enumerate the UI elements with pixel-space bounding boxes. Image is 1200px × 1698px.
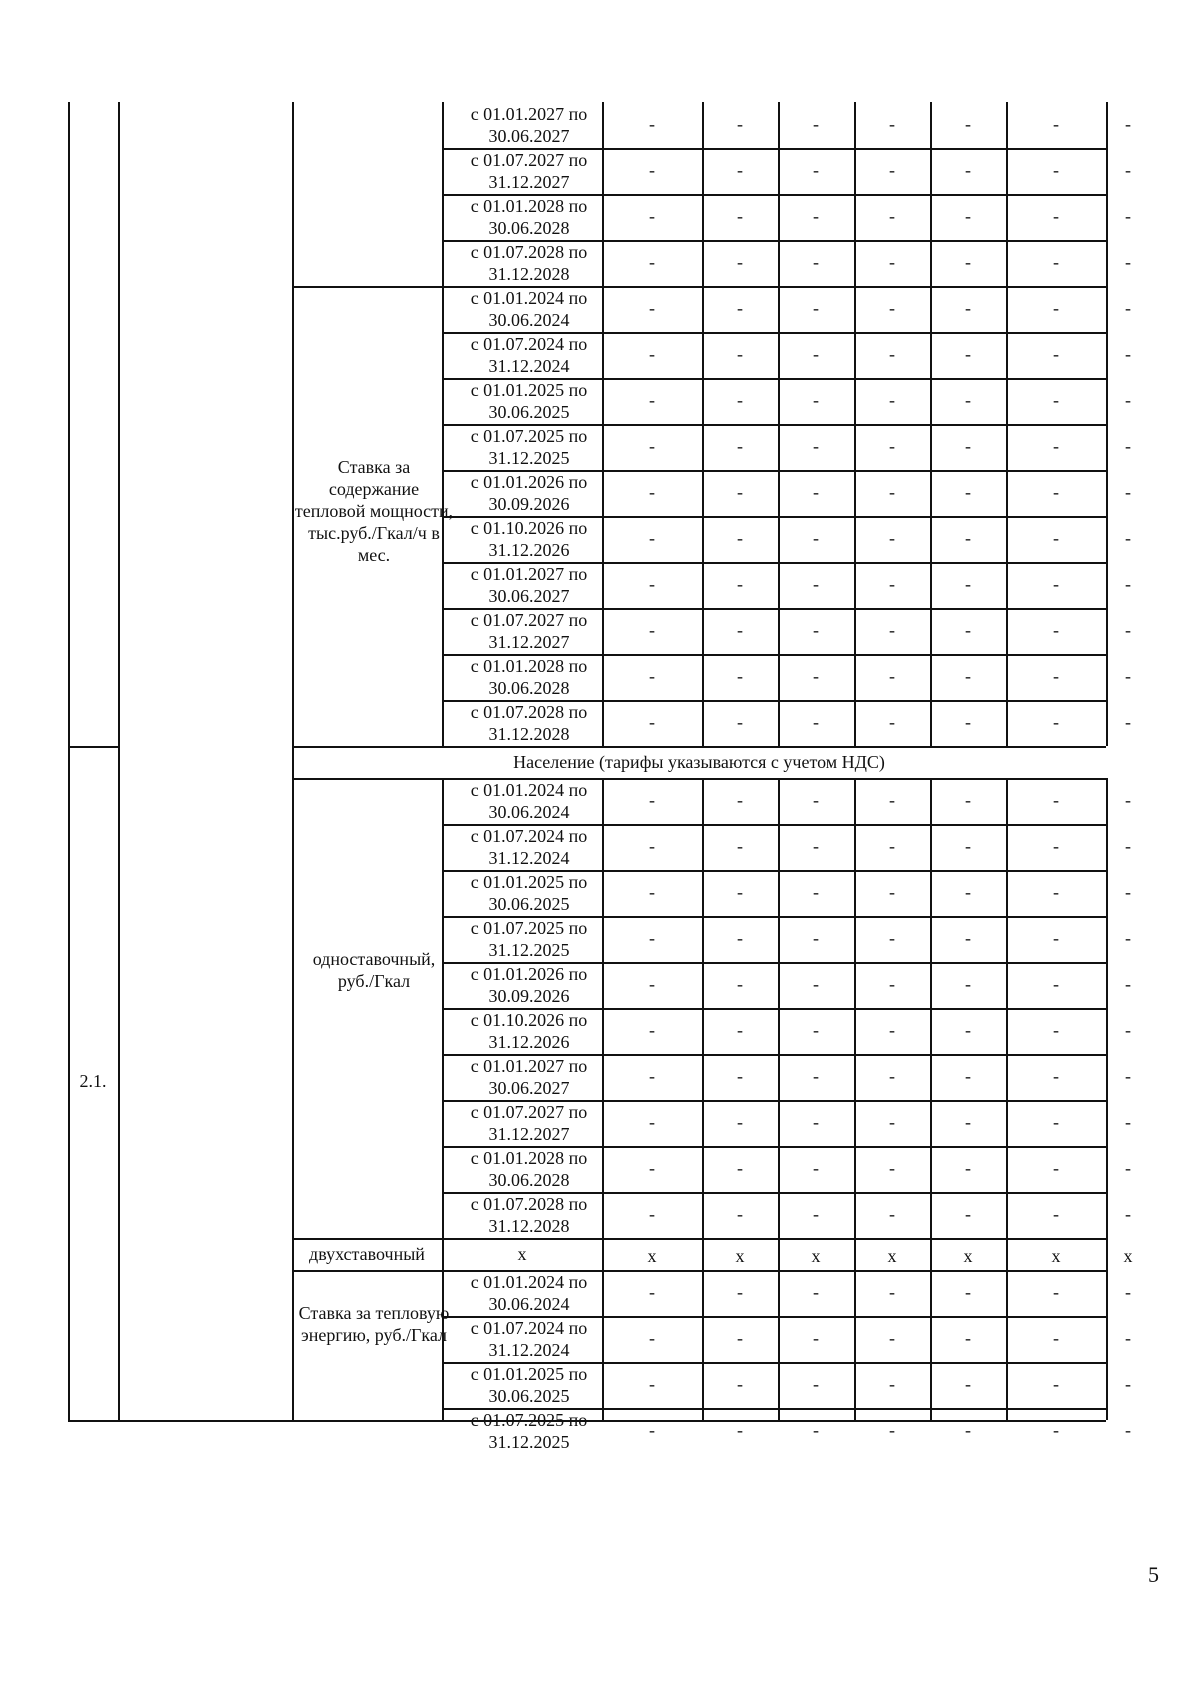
- empty-value: -: [965, 160, 971, 180]
- empty-value: -: [649, 882, 655, 902]
- empty-value: -: [813, 390, 819, 410]
- empty-value: -: [1053, 436, 1059, 456]
- empty-value: -: [737, 928, 743, 948]
- empty-value: -: [889, 528, 895, 548]
- empty-value: -: [649, 114, 655, 134]
- period-label: с 01.01.2024 по 30.06.2024: [470, 1272, 588, 1314]
- empty-value: -: [889, 620, 895, 640]
- empty-value: -: [965, 1158, 971, 1178]
- empty-value: -: [649, 790, 655, 810]
- empty-value: -: [737, 298, 743, 318]
- empty-value: -: [889, 1374, 895, 1394]
- empty-value: -: [965, 928, 971, 948]
- empty-value: -: [1053, 666, 1059, 686]
- empty-value: -: [889, 1328, 895, 1348]
- empty-value: -: [889, 790, 895, 810]
- empty-value: -: [965, 1328, 971, 1348]
- empty-value: -: [813, 1328, 819, 1348]
- empty-value: -: [813, 974, 819, 994]
- empty-value: -: [965, 974, 971, 994]
- empty-value: -: [965, 620, 971, 640]
- empty-value: -: [1125, 1328, 1131, 1348]
- table-border: [292, 746, 1106, 748]
- empty-value: -: [813, 114, 819, 134]
- empty-value: -: [737, 390, 743, 410]
- period-label: с 01.10.2026 по 31.12.2026: [470, 1010, 588, 1052]
- empty-value: -: [737, 206, 743, 226]
- table-border: [702, 778, 704, 1420]
- empty-value: -: [649, 436, 655, 456]
- empty-value: -: [813, 206, 819, 226]
- empty-value: -: [649, 160, 655, 180]
- empty-value: -: [889, 928, 895, 948]
- empty-value: -: [1125, 344, 1131, 364]
- empty-value: -: [737, 836, 743, 856]
- empty-value: -: [965, 482, 971, 502]
- row-number: 2.1.: [79, 1071, 107, 1091]
- empty-value: -: [813, 666, 819, 686]
- two-rate-value: х: [735, 1246, 745, 1266]
- two-rate-value: х: [1051, 1246, 1061, 1266]
- empty-value: -: [1053, 1328, 1059, 1348]
- empty-value: -: [1125, 482, 1131, 502]
- empty-value: -: [889, 206, 895, 226]
- period-label: с 01.01.2026 по 30.09.2026: [470, 964, 588, 1006]
- table-border: [292, 1238, 1106, 1240]
- empty-value: -: [1125, 974, 1131, 994]
- two-rate-value: х: [887, 1246, 897, 1266]
- empty-value: -: [965, 298, 971, 318]
- empty-value: -: [889, 574, 895, 594]
- empty-value: -: [1053, 528, 1059, 548]
- empty-value: -: [965, 574, 971, 594]
- empty-value: -: [737, 114, 743, 134]
- empty-value: -: [1125, 1420, 1131, 1440]
- empty-value: -: [737, 574, 743, 594]
- empty-value: -: [965, 836, 971, 856]
- empty-value: -: [1053, 620, 1059, 640]
- period-label: с 01.07.2025 по 31.12.2025: [470, 1410, 588, 1452]
- empty-value: -: [1053, 482, 1059, 502]
- period-label: с 01.07.2024 по 31.12.2024: [470, 1318, 588, 1360]
- empty-value: -: [1125, 114, 1131, 134]
- empty-value: -: [813, 344, 819, 364]
- table-border: [1106, 102, 1108, 746]
- empty-value: -: [889, 882, 895, 902]
- empty-value: -: [737, 1158, 743, 1178]
- empty-value: -: [965, 1282, 971, 1302]
- empty-value: -: [1125, 528, 1131, 548]
- empty-value: -: [1053, 1204, 1059, 1224]
- period-label: с 01.01.2024 по 30.06.2024: [470, 780, 588, 822]
- empty-value: -: [1053, 160, 1059, 180]
- empty-value: -: [965, 1112, 971, 1132]
- empty-value: -: [1125, 206, 1131, 226]
- empty-value: -: [889, 1020, 895, 1040]
- empty-value: -: [649, 252, 655, 272]
- empty-value: -: [737, 344, 743, 364]
- empty-value: -: [737, 160, 743, 180]
- empty-value: -: [649, 620, 655, 640]
- empty-value: -: [889, 482, 895, 502]
- table-left-border: [68, 102, 70, 1420]
- table-border: [292, 778, 1106, 780]
- empty-value: -: [737, 1282, 743, 1302]
- empty-value: -: [737, 1112, 743, 1132]
- empty-value: -: [649, 1066, 655, 1086]
- empty-value: -: [965, 712, 971, 732]
- empty-value: -: [1125, 252, 1131, 272]
- period-label: с 01.07.2027 по 31.12.2027: [470, 610, 588, 652]
- empty-value: -: [1125, 298, 1131, 318]
- empty-value: -: [1053, 1282, 1059, 1302]
- empty-value: -: [649, 344, 655, 364]
- empty-value: -: [1053, 928, 1059, 948]
- empty-value: -: [813, 1282, 819, 1302]
- empty-value: -: [649, 1374, 655, 1394]
- empty-value: -: [1125, 160, 1131, 180]
- empty-value: -: [1053, 252, 1059, 272]
- empty-value: -: [1053, 1112, 1059, 1132]
- population-header: Население (тарифы указываются с учетом НДС): [513, 752, 885, 772]
- empty-value: -: [1053, 344, 1059, 364]
- empty-value: -: [813, 252, 819, 272]
- empty-value: -: [889, 436, 895, 456]
- table-border: [292, 1270, 1106, 1272]
- empty-value: -: [1053, 1158, 1059, 1178]
- empty-value: -: [737, 1066, 743, 1086]
- empty-value: -: [1053, 298, 1059, 318]
- period-label: с 01.07.2025 по 31.12.2025: [470, 918, 588, 960]
- two-rate-value: х: [647, 1246, 657, 1266]
- table-border: [68, 746, 118, 748]
- empty-value: -: [1053, 712, 1059, 732]
- empty-value: -: [889, 974, 895, 994]
- empty-value: -: [1125, 574, 1131, 594]
- period-label: с 01.07.2027 по 31.12.2027: [470, 1102, 588, 1144]
- period-label: с 01.01.2028 по 30.06.2028: [470, 656, 588, 698]
- empty-value: -: [889, 252, 895, 272]
- empty-value: -: [889, 1112, 895, 1132]
- empty-value: -: [1125, 790, 1131, 810]
- empty-value: -: [649, 1420, 655, 1440]
- empty-value: -: [813, 1204, 819, 1224]
- table-border: [292, 286, 1106, 288]
- two-rate-label: двухставочный: [309, 1244, 425, 1264]
- two-rate-value: х: [811, 1246, 821, 1266]
- empty-value: -: [1125, 666, 1131, 686]
- empty-value: -: [1125, 1374, 1131, 1394]
- period-label: с 01.01.2027 по 30.06.2027: [470, 564, 588, 606]
- empty-value: -: [1053, 206, 1059, 226]
- empty-value: -: [813, 1158, 819, 1178]
- empty-value: -: [649, 1020, 655, 1040]
- empty-value: -: [737, 1020, 743, 1040]
- empty-value: -: [813, 482, 819, 502]
- empty-value: -: [649, 928, 655, 948]
- empty-value: -: [813, 1374, 819, 1394]
- empty-value: -: [813, 712, 819, 732]
- empty-value: -: [965, 436, 971, 456]
- period-label: с 01.01.2024 по 30.06.2024: [470, 288, 588, 330]
- period-label: с 01.07.2027 по 31.12.2027: [470, 150, 588, 192]
- empty-value: -: [965, 1374, 971, 1394]
- empty-value: -: [737, 436, 743, 456]
- empty-value: -: [737, 252, 743, 272]
- empty-value: -: [1053, 114, 1059, 134]
- rate-label: Ставка за тепловую энергию, руб./Гкал: [298, 1303, 450, 1345]
- empty-value: -: [649, 974, 655, 994]
- empty-value: -: [813, 928, 819, 948]
- empty-value: -: [965, 666, 971, 686]
- empty-value: -: [649, 206, 655, 226]
- period-label: с 01.07.2028 по 31.12.2028: [470, 702, 588, 744]
- empty-value: -: [813, 1020, 819, 1040]
- empty-value: -: [737, 1420, 743, 1440]
- empty-value: -: [1125, 436, 1131, 456]
- period-label: с 01.10.2026 по 31.12.2026: [470, 518, 588, 560]
- empty-value: -: [1125, 1020, 1131, 1040]
- empty-value: -: [1053, 390, 1059, 410]
- empty-value: -: [737, 528, 743, 548]
- empty-value: -: [1053, 1374, 1059, 1394]
- empty-value: -: [1125, 390, 1131, 410]
- empty-value: -: [889, 344, 895, 364]
- empty-value: -: [965, 344, 971, 364]
- table-border: [1006, 778, 1008, 1420]
- rate-label: Ставка за содержание тепловой мощности, тыс.руб./Гкал/ч в мес.: [294, 457, 454, 565]
- period-label: с 01.01.2025 по 30.06.2025: [470, 872, 588, 914]
- empty-value: -: [1125, 1204, 1131, 1224]
- empty-value: -: [1125, 882, 1131, 902]
- empty-value: -: [889, 1282, 895, 1302]
- empty-value: -: [813, 160, 819, 180]
- empty-value: -: [737, 1204, 743, 1224]
- empty-value: -: [965, 528, 971, 548]
- empty-value: -: [1053, 1066, 1059, 1086]
- two-rate-value: х: [1123, 1246, 1133, 1266]
- empty-value: -: [965, 1420, 971, 1440]
- empty-value: -: [649, 666, 655, 686]
- empty-value: -: [1053, 574, 1059, 594]
- empty-value: -: [649, 528, 655, 548]
- empty-value: -: [889, 1420, 895, 1440]
- empty-value: -: [889, 666, 895, 686]
- period-label: с 01.07.2025 по 31.12.2025: [470, 426, 588, 468]
- empty-value: -: [965, 882, 971, 902]
- period-label: с 01.07.2028 по 31.12.2028: [470, 1194, 588, 1236]
- two-rate-period: х: [517, 1244, 527, 1264]
- empty-value: -: [649, 574, 655, 594]
- period-label: с 01.01.2027 по 30.06.2027: [470, 104, 588, 146]
- empty-value: -: [889, 1204, 895, 1224]
- empty-value: -: [1053, 1020, 1059, 1040]
- empty-value: -: [1053, 836, 1059, 856]
- empty-value: -: [737, 974, 743, 994]
- empty-value: -: [813, 620, 819, 640]
- empty-value: -: [965, 1204, 971, 1224]
- empty-value: -: [965, 252, 971, 272]
- empty-value: -: [649, 1328, 655, 1348]
- empty-value: -: [965, 390, 971, 410]
- empty-value: -: [889, 712, 895, 732]
- empty-value: -: [1125, 1158, 1131, 1178]
- empty-value: -: [737, 790, 743, 810]
- empty-value: -: [813, 790, 819, 810]
- period-label: с 01.01.2028 по 30.06.2028: [470, 196, 588, 238]
- empty-value: -: [649, 298, 655, 318]
- page-number: 5: [1148, 1562, 1159, 1587]
- empty-value: -: [813, 574, 819, 594]
- empty-value: -: [649, 390, 655, 410]
- empty-value: -: [1053, 974, 1059, 994]
- table-border: [1106, 778, 1108, 1420]
- two-rate-value: х: [963, 1246, 973, 1266]
- empty-value: -: [1053, 1420, 1059, 1440]
- empty-value: -: [1053, 882, 1059, 902]
- empty-value: -: [1053, 790, 1059, 810]
- empty-value: -: [813, 436, 819, 456]
- empty-value: -: [737, 666, 743, 686]
- empty-value: -: [965, 790, 971, 810]
- empty-value: -: [965, 1066, 971, 1086]
- empty-value: -: [737, 1374, 743, 1394]
- empty-value: -: [737, 882, 743, 902]
- empty-value: -: [889, 298, 895, 318]
- empty-value: -: [649, 712, 655, 732]
- empty-value: -: [649, 1158, 655, 1178]
- empty-value: -: [813, 1112, 819, 1132]
- period-label: с 01.07.2024 по 31.12.2024: [470, 334, 588, 376]
- empty-value: -: [813, 836, 819, 856]
- empty-value: -: [813, 528, 819, 548]
- empty-value: -: [813, 1066, 819, 1086]
- empty-value: -: [737, 482, 743, 502]
- table-border: [118, 102, 120, 1420]
- table-border: [778, 778, 780, 1420]
- empty-value: -: [965, 114, 971, 134]
- empty-value: -: [965, 206, 971, 226]
- empty-value: -: [889, 114, 895, 134]
- period-label: с 01.01.2025 по 30.06.2025: [470, 380, 588, 422]
- empty-value: -: [1125, 1066, 1131, 1086]
- empty-value: -: [813, 1420, 819, 1440]
- empty-value: -: [889, 160, 895, 180]
- empty-value: -: [1125, 712, 1131, 732]
- rate-label: одноставочный, руб./Гкал: [312, 949, 436, 991]
- period-label: с 01.01.2028 по 30.06.2028: [470, 1148, 588, 1190]
- period-label: с 01.01.2025 по 30.06.2025: [470, 1364, 588, 1406]
- period-label: с 01.01.2026 по 30.09.2026: [470, 472, 588, 514]
- empty-value: -: [889, 836, 895, 856]
- empty-value: -: [965, 1020, 971, 1040]
- empty-value: -: [737, 712, 743, 732]
- empty-value: -: [889, 1066, 895, 1086]
- empty-value: -: [649, 1112, 655, 1132]
- table-border: [854, 778, 856, 1420]
- empty-value: -: [649, 836, 655, 856]
- empty-value: -: [813, 882, 819, 902]
- empty-value: -: [1125, 836, 1131, 856]
- empty-value: -: [649, 1282, 655, 1302]
- period-label: с 01.07.2028 по 31.12.2028: [470, 242, 588, 284]
- empty-value: -: [1125, 620, 1131, 640]
- empty-value: -: [1125, 1282, 1131, 1302]
- empty-value: -: [889, 1158, 895, 1178]
- period-label: с 01.07.2024 по 31.12.2024: [470, 826, 588, 868]
- table-border: [930, 778, 932, 1420]
- empty-value: -: [649, 1204, 655, 1224]
- empty-value: -: [1125, 928, 1131, 948]
- empty-value: -: [649, 482, 655, 502]
- empty-value: -: [889, 390, 895, 410]
- empty-value: -: [813, 298, 819, 318]
- empty-value: -: [737, 620, 743, 640]
- empty-value: -: [737, 1328, 743, 1348]
- period-label: с 01.01.2027 по 30.06.2027: [470, 1056, 588, 1098]
- empty-value: -: [1125, 1112, 1131, 1132]
